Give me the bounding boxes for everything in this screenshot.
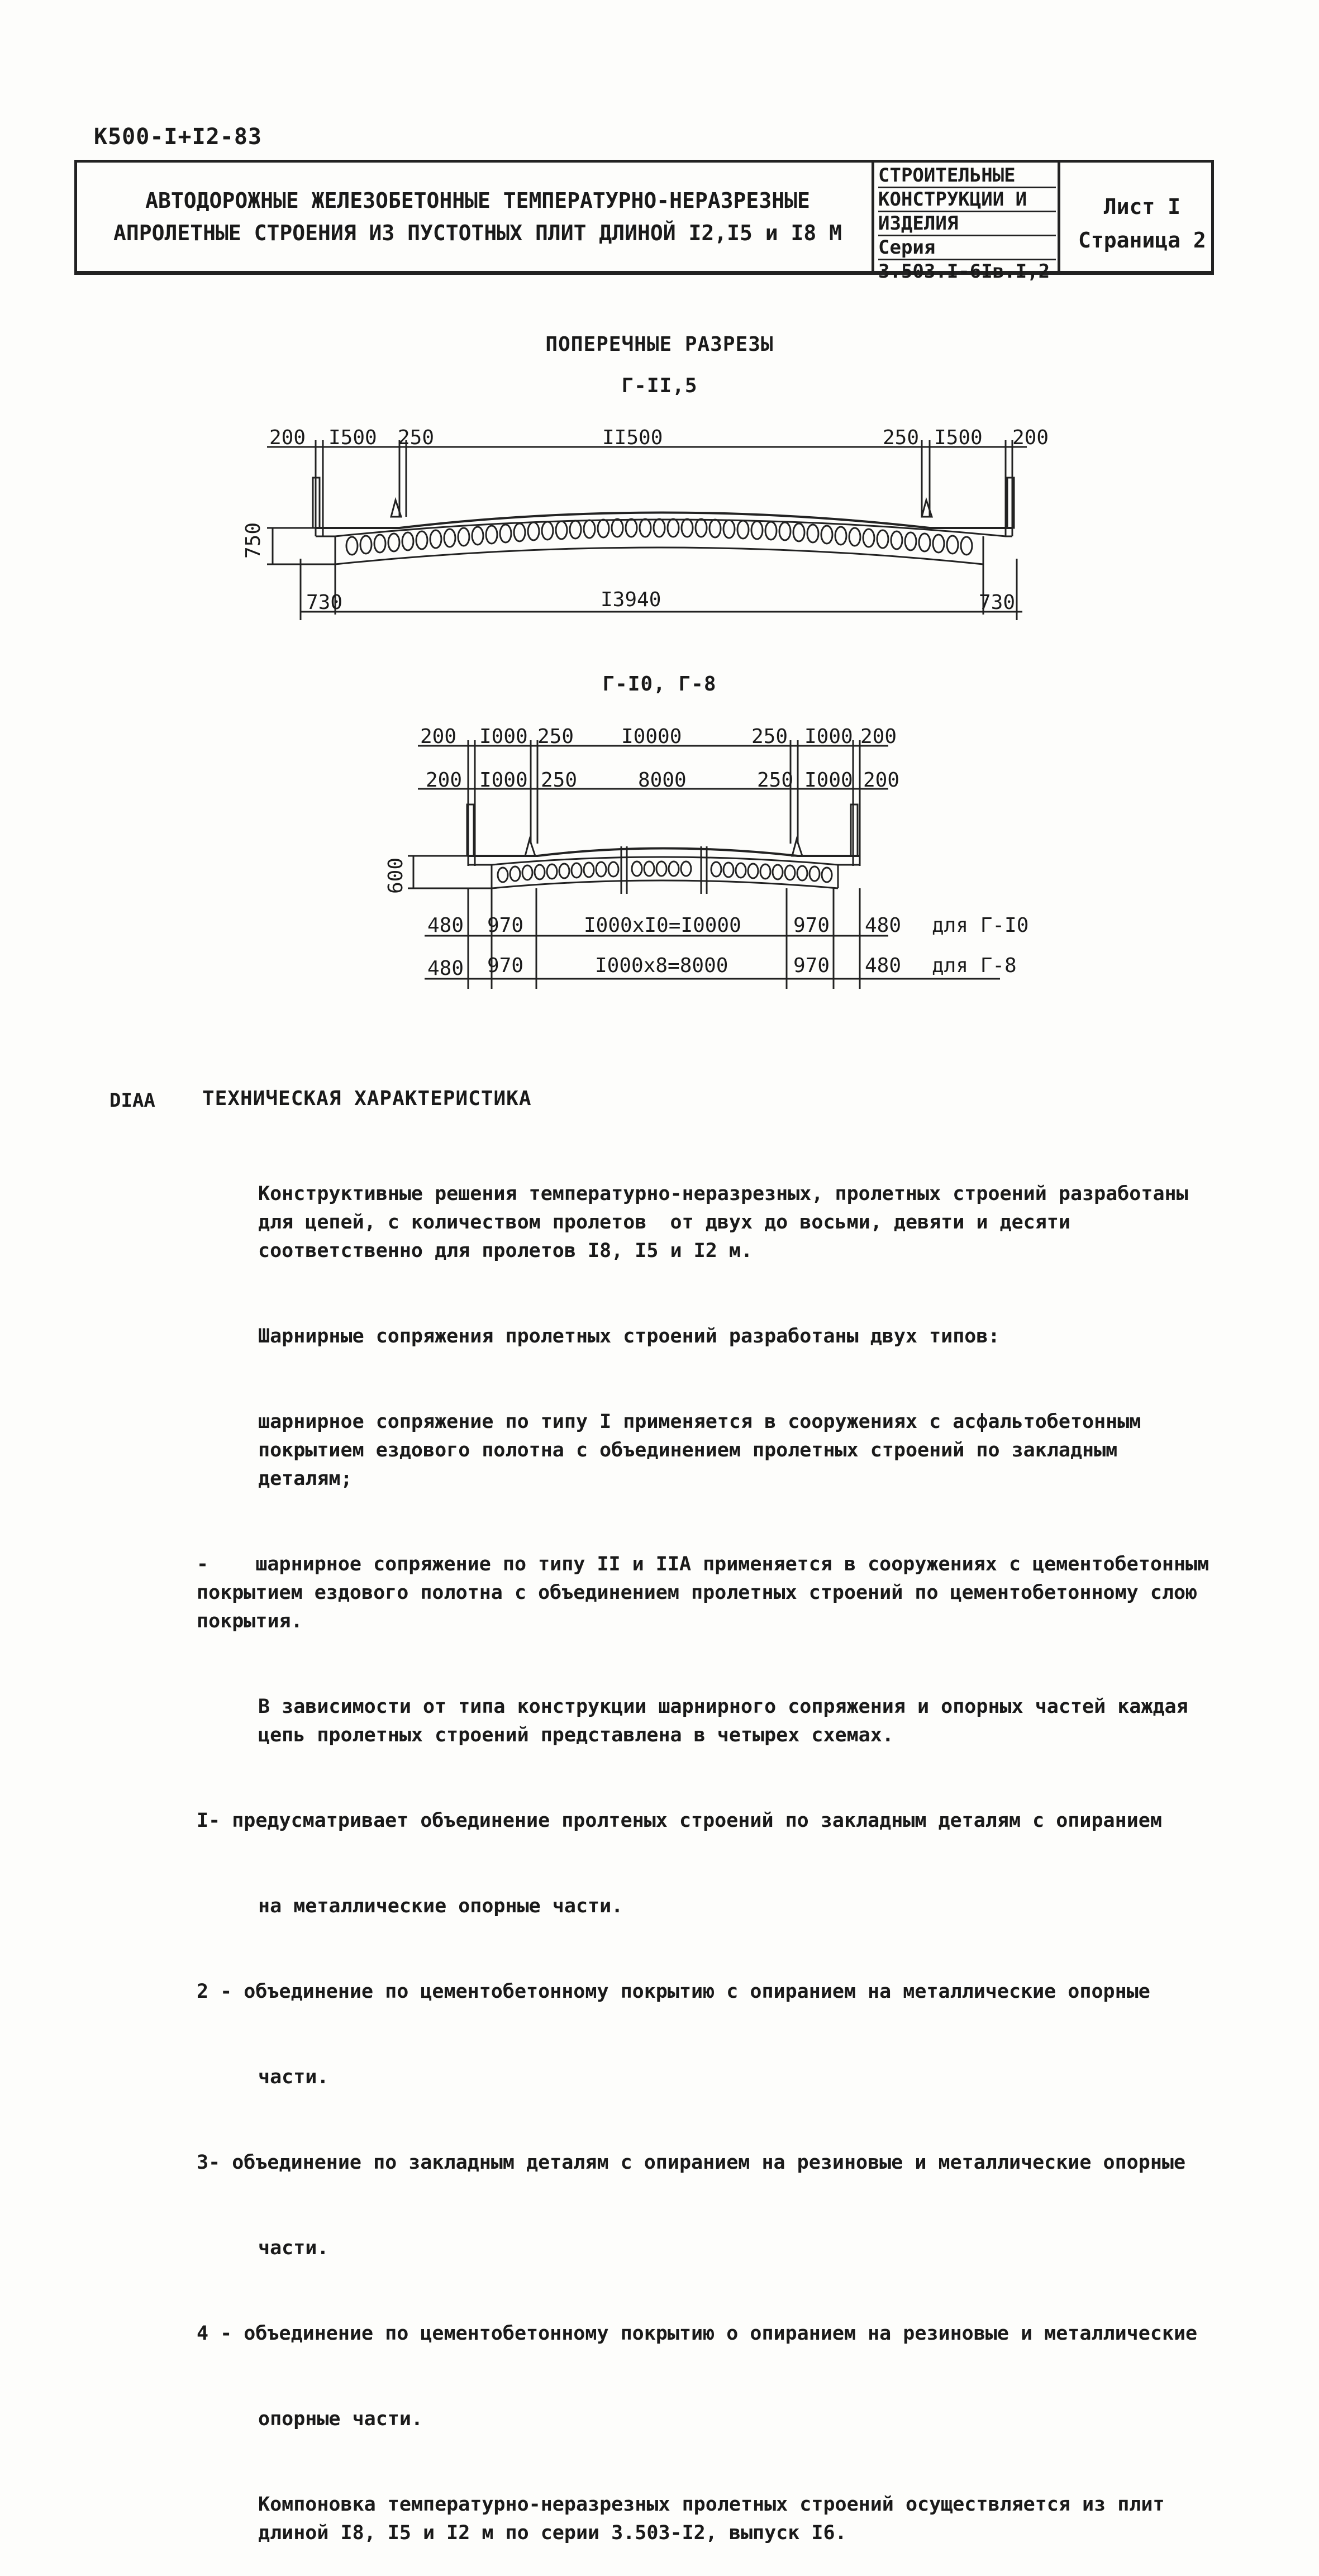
category-line-1: СТРОИТЕЛЬНЫЕ xyxy=(878,164,1056,188)
paragraph: Конструктивные решения температурно-неразрезных, пролетных строений разработаны для цепей, с количеством пролетов от двух до восьми, девяти и десяти соответственно для пролетов I8, I5 и I2 м. xyxy=(258,1183,1200,1262)
margin-mark: DIAA xyxy=(109,1089,155,1112)
dim-note: для Г-8 xyxy=(932,954,1017,977)
dim-value: 250 xyxy=(541,769,578,792)
dim-value: I000 xyxy=(479,725,528,748)
sections-heading: ПОПЕРЕЧНЫЕ РАЗРЕЗЫ xyxy=(545,333,774,356)
dim-value: 200 xyxy=(420,725,457,748)
dim-value: 970 xyxy=(793,914,830,937)
dim-value: I500 xyxy=(934,426,983,449)
list-item: 4 - объединение по цементобетонному покрытию о опиранием на резиновые и металлические xyxy=(197,2322,1198,2345)
series-label: Серия xyxy=(878,236,1056,260)
category-line-2: КОНСТРУКЦИИ И xyxy=(878,188,1056,212)
barrier xyxy=(851,804,858,856)
section2-label: Г-I0, Г-8 xyxy=(602,673,717,696)
title-line-2: АПРОЛЕТНЫЕ СТРОЕНИЯ ИЗ ПУСТОТНЫХ ПЛИТ ДЛИНОЙ I2,I5 и I8 М xyxy=(113,221,842,245)
list-item: 3- объединение по закладным деталям с опиранием на резиновые и металлические опорные xyxy=(197,2151,1186,2174)
dim-value: I000 xyxy=(479,769,528,792)
series-value: 3.503.I-6Iв.I,2 xyxy=(878,260,1050,283)
dim-value: 480 xyxy=(865,914,902,937)
dim-value: 250 xyxy=(537,725,574,748)
paragraph: Компоновка температурно-неразрезных пролетных строений осуществляется из плит длиной I8, I5 и I2 м по серии 3.503-I2, выпуск I6. xyxy=(258,2493,1177,2544)
dim-value: I500 xyxy=(328,426,377,449)
dim-value: I000x8=8000 xyxy=(595,954,728,977)
dim-value: 200 xyxy=(269,426,306,449)
dim-value: 970 xyxy=(487,914,524,937)
height-value: 750 xyxy=(242,522,265,559)
list-item-continued: на металлические опорные части. xyxy=(258,1895,623,1917)
dim-value: I000 xyxy=(804,769,853,792)
page-number: Страница 2 xyxy=(1078,228,1206,253)
dim-value: I3940 xyxy=(601,588,661,611)
list-item: 2 - объединение по цементобетонному покрытию с опиранием на металлические опорные xyxy=(197,1980,1150,2003)
curb xyxy=(525,839,535,856)
paragraph: шарнирное сопряжение по типу I применяется в сооружениях с асфальтобетонным покрытием ездового полотна с объединением пролетных строений по закладным деталям; xyxy=(258,1411,1153,1490)
category-line-3: ИЗДЕЛИЯ xyxy=(878,212,1056,236)
dim-value: I000xI0=I0000 xyxy=(584,914,741,937)
dim-value: 250 xyxy=(398,426,435,449)
dim-value: I0000 xyxy=(621,725,682,748)
sheet-number: Лист I xyxy=(1103,194,1181,219)
paragraph: Шарнирные сопряжения пролетных строений разработаны двух типов: xyxy=(258,1325,1000,1347)
dim-value: 480 xyxy=(865,954,902,977)
list-item: I- предусматривает объединение пролтеных строений по закладным деталям с опиранием xyxy=(197,1810,1162,1832)
title-line-1: АВТОДОРОЖНЫЕ ЖЕЛЕЗОБЕТОННЫЕ ТЕМПЕРАТУРНО-НЕРАЗРЕЗНЫЕ xyxy=(145,188,810,213)
dim-value: 480 xyxy=(427,957,464,980)
dim-value: 970 xyxy=(487,954,524,977)
dim-value: 200 xyxy=(1012,426,1049,449)
dim-value: 250 xyxy=(751,725,788,748)
dim-value: 250 xyxy=(883,426,920,449)
dim-value: 480 xyxy=(427,914,464,937)
hollow-cores xyxy=(498,861,832,882)
paragraph: - шарнирное сопряжение по типу II и IIA применяется в сооружениях с цементобетонным покрытием ездового полотна с объединением пролетных строений по цементобетонному слою покрытия. xyxy=(197,1553,1221,1632)
dim-value: I000 xyxy=(804,725,853,748)
curb xyxy=(792,839,802,856)
list-item-continued: опорные части. xyxy=(258,2408,423,2430)
section-heading: ТЕХНИЧЕСКАЯ ХАРАКТЕРИСТИКА xyxy=(202,1087,532,1110)
dim-value: 970 xyxy=(793,954,830,977)
dim-value: 200 xyxy=(863,769,900,792)
dim-note: для Г-I0 xyxy=(932,914,1029,937)
dim-value: II500 xyxy=(602,426,663,449)
dim-value: 200 xyxy=(860,725,897,748)
paragraph: В зависимости от типа конструкции шарнирного сопряжения и опорных частей каждая цепь пролетных строений представлена в четырех схемах. xyxy=(258,1696,1200,1746)
technical-description xyxy=(197,1123,1219,2576)
list-item-continued: части. xyxy=(258,2237,329,2259)
dim-value: 250 xyxy=(757,769,794,792)
section1-label: Г-II,5 xyxy=(621,374,698,397)
dim-value: 200 xyxy=(426,769,463,792)
list-item-continued: части. xyxy=(258,2066,329,2088)
height-value: 600 xyxy=(384,857,407,894)
dim-value: 730 xyxy=(306,591,343,614)
dim-value: 8000 xyxy=(638,769,687,792)
document-code: К500-I+I2-83 xyxy=(94,124,262,150)
dim-value: 730 xyxy=(979,591,1016,614)
